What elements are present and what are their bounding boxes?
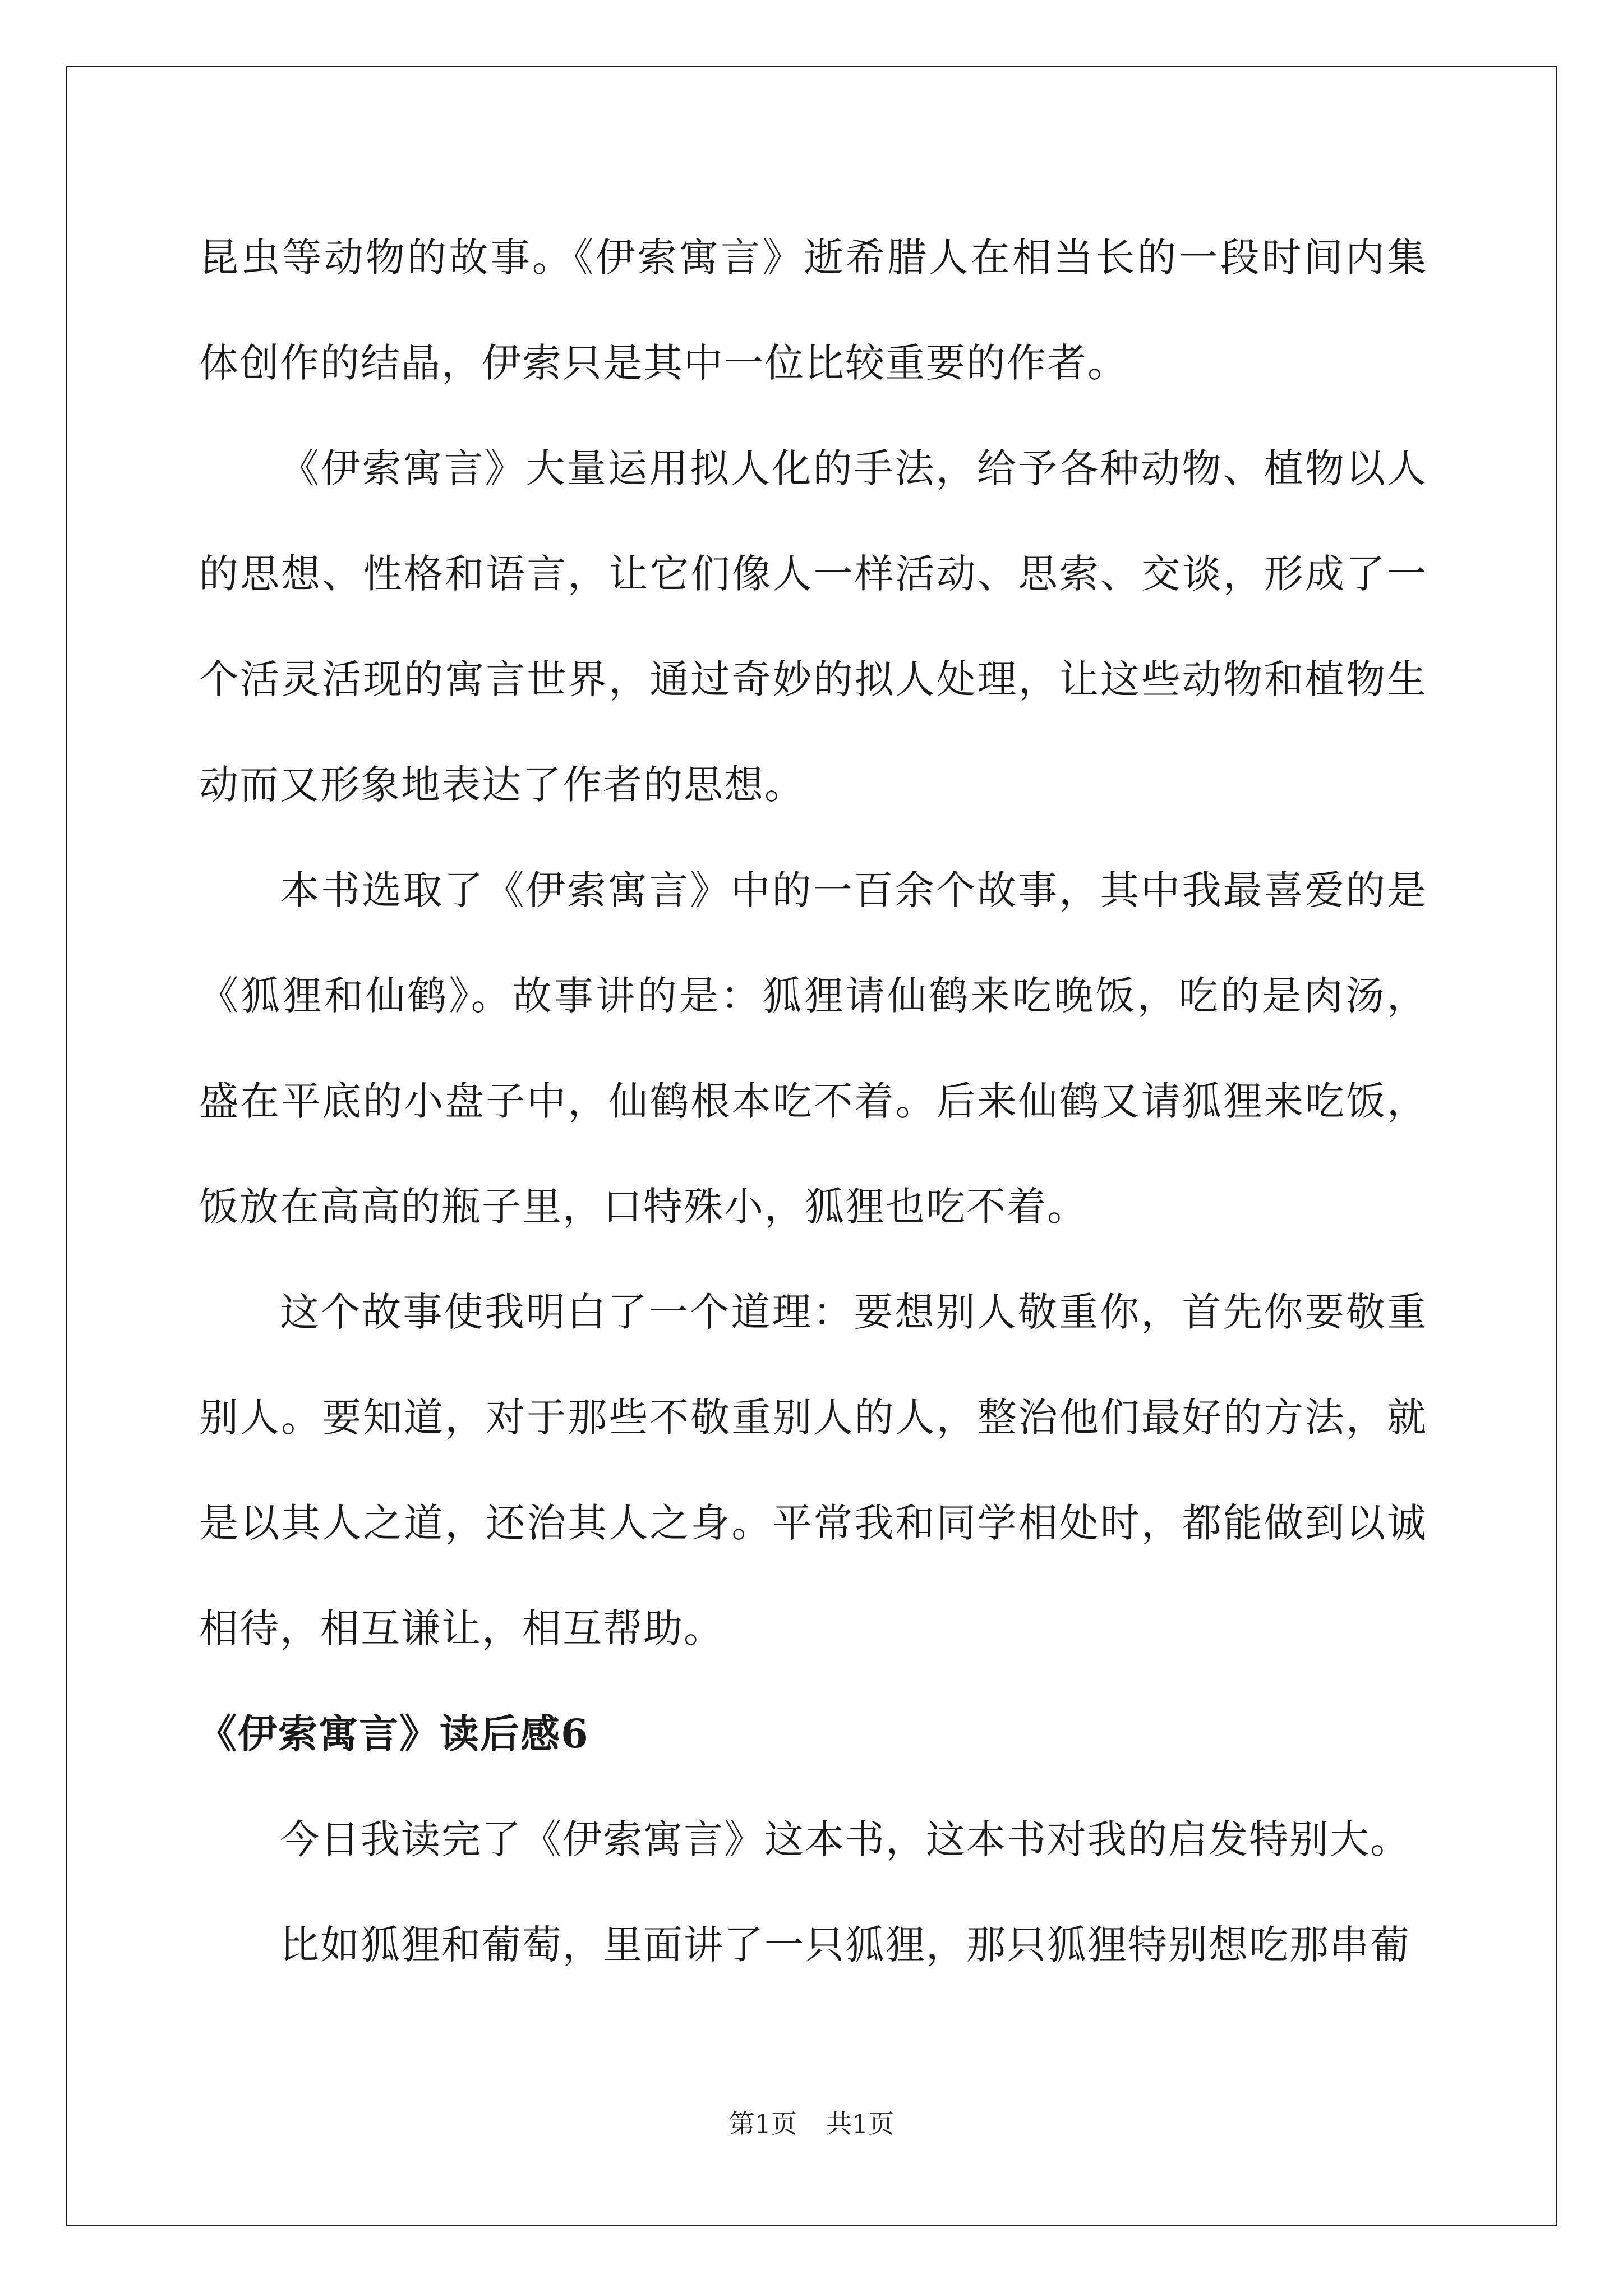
paragraph-continuation: 昆虫等动物的故事。《伊索寓言》逝希腊人在相当长的一段时间内集体创作的结晶，伊索只是其中一位比较重要的作者。 — [199, 234, 1427, 386]
section-heading: 《伊索寓言》读后感6 — [197, 1710, 589, 1757]
page-total: 共1页 — [826, 2109, 895, 2139]
paragraph: 这个故事使我明白了一个道理：要想别人敬重你，首先你要敬重别人。要知道，对于那些不敬重别人的人，整治他们最好的方法，就是以其人之道，还治其人之身。平常我和同学相处时，都能做到以诚相待，相互谦让，相互帮助。 — [199, 1289, 1427, 1651]
page-footer — [0, 2104, 1623, 2141]
paragraph: 《伊索寓言》大量运用拟人化的手法，给予各种动物、植物以人的思想、性格和语言，让它们像人一样活动、思索、交谈，形成了一个活灵活现的寓言世界，通过奇妙的拟人处理，让这些动物和植物生动而又形象地表达了作者的思想。 — [199, 445, 1427, 808]
paragraph: 今日我读完了《伊索寓言》这本书，这本书对我的启发特别大。 — [280, 1816, 1410, 1862]
page-number: 第1页 — [728, 2109, 797, 2139]
document-body — [199, 205, 1427, 1998]
paragraph: 比如狐狸和葡萄，里面讲了一只狐狸，那只狐狸特别想吃那串葡 — [280, 1922, 1410, 1968]
paragraph: 本书选取了《伊索寓言》中的一百余个故事，其中我最喜爱的是《狐狸和仙鹤》。故事讲的是：狐狸请仙鹤来吃晚饭，吃的是肉汤，盛在平底的小盘子中，仙鹤根本吃不着。后来仙鹤又请狐狸来吃饭，饭放在高高的瓶子里，口特殊小，狐狸也吃不着。 — [199, 867, 1427, 1230]
